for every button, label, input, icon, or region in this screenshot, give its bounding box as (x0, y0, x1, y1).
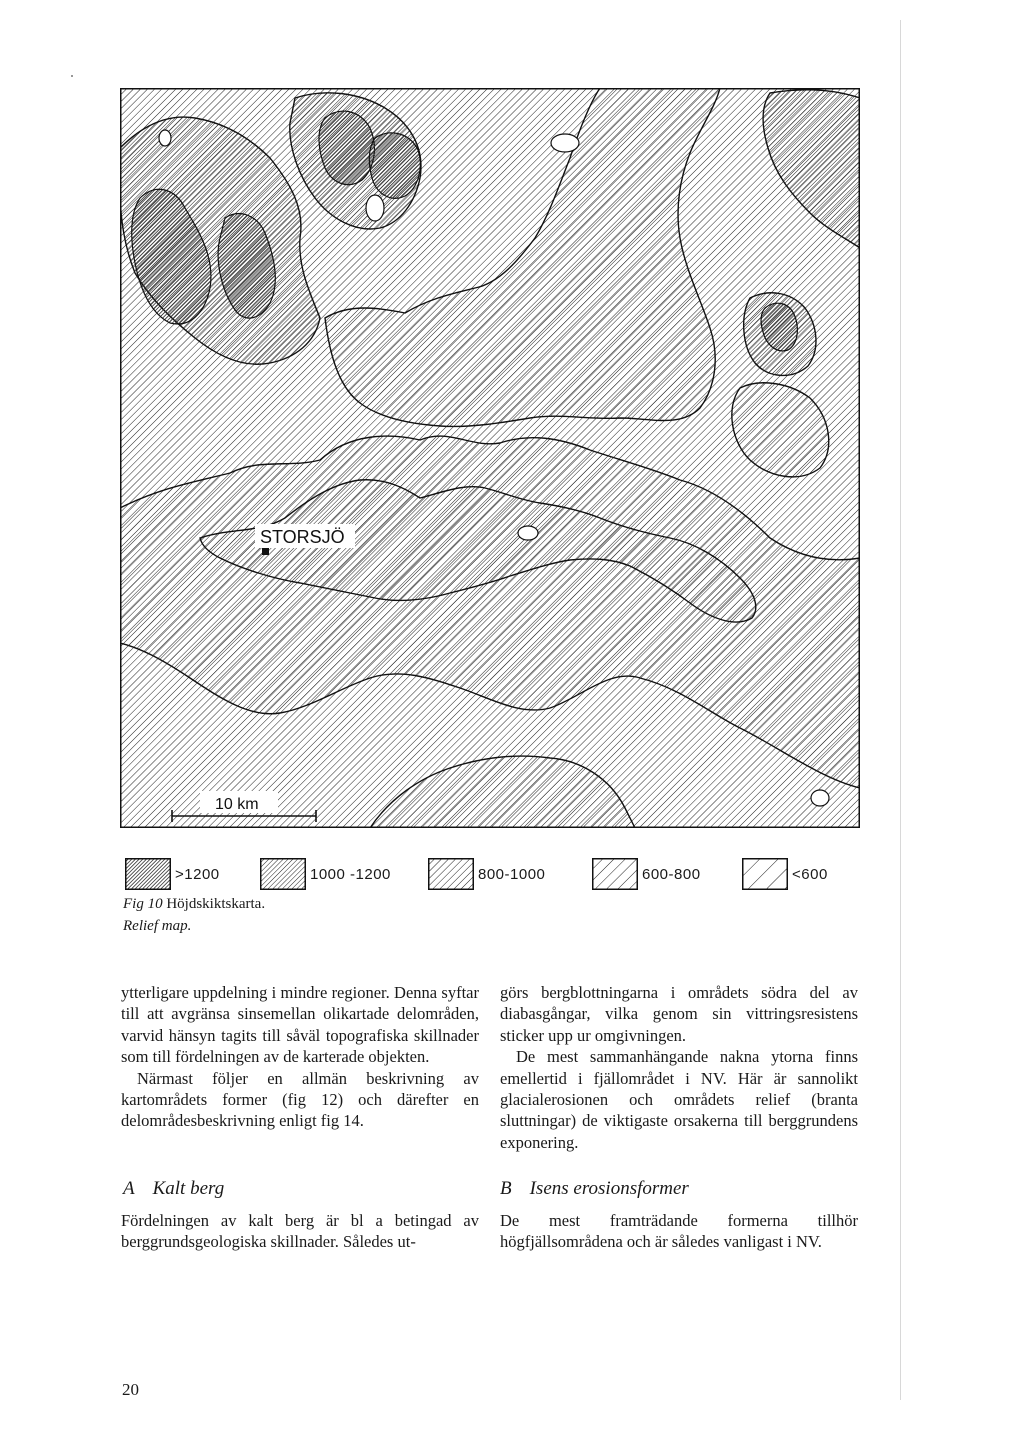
legend-swatch-1000-1200 (260, 858, 306, 890)
legend-label: 600-800 (642, 865, 701, 883)
section-letter: A (123, 1178, 135, 1199)
paragraph: ytterligare uppdelning i mindre regioner. Denna syftar till att avgränsa sinsemellan olikartade delområden, varvid hänsyn tagits till såväl topografiska skillnader som till fördelningen av de karterade objekten. (121, 983, 479, 1067)
city-marker (262, 548, 269, 555)
figure-number: Fig 10 (123, 896, 163, 912)
paragraph: De mest sammanhängande nakna ytorna finns emellertid i fjällområdet i NV. Här är sannolikt glacialerosionen och områdets relief (branta sluttningar) de viktigaste orsakerna till berggrundens exponering. (500, 1047, 858, 1152)
page-number: 20 (122, 1380, 139, 1399)
legend-item-over-1200 (125, 858, 220, 890)
section-b-text: De mest framträdande formerna tillhör högfjällsområdena och är således vanligast i NV. (500, 1211, 858, 1252)
relief-map (120, 88, 860, 828)
figure-title-en: Relief map. (123, 918, 192, 934)
legend-swatch-600-800 (592, 858, 638, 890)
legend-label: >1200 (175, 865, 220, 883)
zone-over-1200-d (369, 133, 420, 198)
paragraph: Närmast följer en allmän beskrivning av kartområdets former (fig 12) och därefter en delområdesbeskrivning enligt fig 14. (121, 1068, 479, 1131)
lake-b (366, 195, 384, 221)
legend-label: 800-1000 (478, 865, 546, 883)
lake-d (811, 790, 829, 806)
section-heading-b (500, 1178, 689, 1200)
city-label: STORSJÖ (260, 527, 345, 547)
section-a-text: Fördelningen av kalt berg är bl a betingad av berggrundsgeologiska skillnader. Således ut- (121, 1211, 479, 1252)
legend-item-600-800 (592, 858, 701, 890)
legend-swatch-under-600 (742, 858, 788, 890)
section-title: Isens erosionsformer (529, 1178, 689, 1199)
page-edge-line (900, 20, 901, 1400)
lake-c (159, 130, 171, 146)
figure-caption (123, 893, 265, 937)
legend-swatch-800-1000 (428, 858, 474, 890)
section-title: Kalt berg (152, 1178, 225, 1199)
left-column (121, 982, 479, 1132)
lake-e (518, 526, 538, 540)
paragraph: görs bergblottningarna i områdets södra del av diabasgångar, vilka genom sin vittringsresistens sticker upp ur omgivningen. (500, 983, 858, 1045)
legend-label: <600 (792, 865, 828, 883)
paper-speck (71, 75, 73, 77)
lake-a (551, 134, 579, 152)
section-letter: B (500, 1178, 512, 1199)
map-legend (125, 858, 865, 892)
right-column (500, 982, 858, 1153)
legend-item-800-1000 (428, 858, 545, 890)
legend-label: 1000 -1200 (310, 865, 391, 883)
legend-item-1000-1200 (260, 858, 391, 890)
section-heading-a (123, 1178, 224, 1200)
legend-swatch-over-1200 (125, 858, 171, 890)
legend-item-under-600 (742, 858, 828, 890)
figure-title-sv: Höjdskiktskarta. (166, 896, 266, 912)
scale-label: 10 km (215, 796, 259, 813)
